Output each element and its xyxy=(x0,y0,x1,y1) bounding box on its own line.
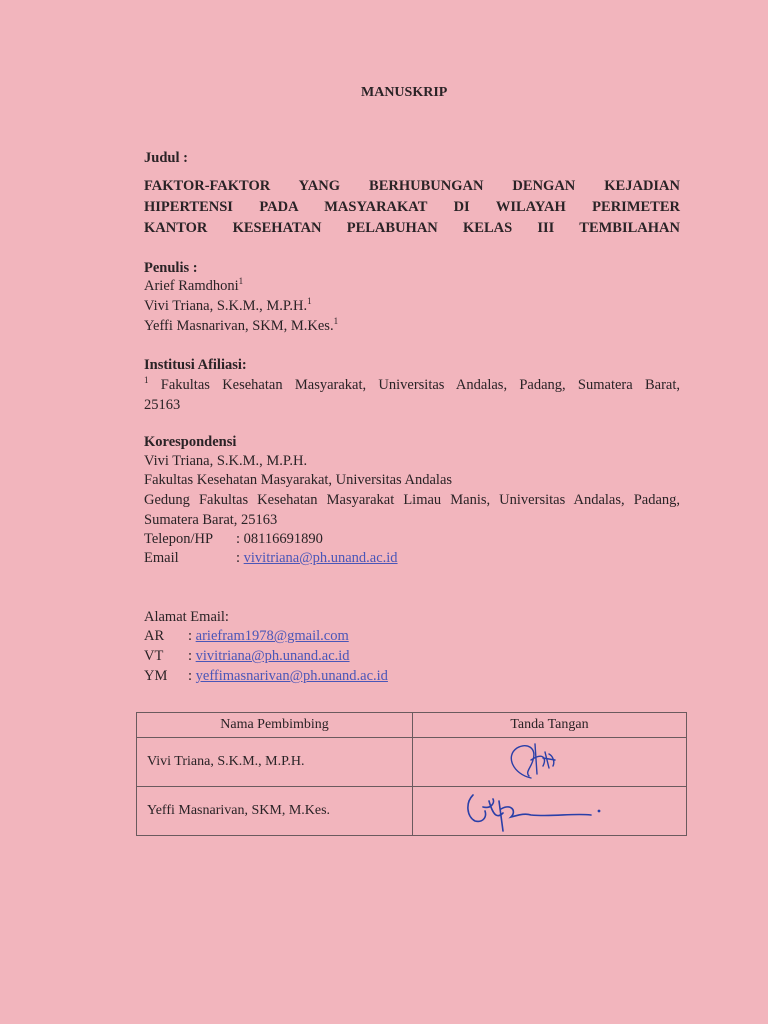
author-name: Yeffi Masnarivan, SKM, M.Kes. xyxy=(144,318,334,334)
institusi-line-2: 25163 xyxy=(144,397,181,413)
korespondensi-address-2: Sumatera Barat, 25163 xyxy=(144,512,278,528)
institusi-text: Fakultas Kesehatan Masyarakat, Universitas Andalas, Padang, Sumatera Barat, xyxy=(160,377,680,393)
table-row xyxy=(137,787,687,836)
signature-yeffi-icon xyxy=(413,787,688,839)
signature-cell xyxy=(413,738,687,787)
email-link[interactable]: vivitriana@ph.unand.ac.id xyxy=(243,550,398,566)
alamat-separator: : xyxy=(188,628,193,644)
title-line-2: HIPERTENSI PADA MASYARAKAT DI WILAYAH PERIMETER xyxy=(144,199,680,215)
alamat-row-ar xyxy=(144,628,349,645)
alamat-separator: : xyxy=(188,668,193,684)
penulis-label: Penulis : xyxy=(144,260,198,276)
korespondensi-label: Korespondensi xyxy=(144,434,237,450)
author-3 xyxy=(144,318,338,335)
phone-row xyxy=(144,531,323,548)
header-tanda-tangan: Tanda Tangan xyxy=(413,713,687,738)
signature-table xyxy=(136,712,687,836)
affiliation-sup: 1 xyxy=(144,375,149,385)
korespondensi-faculty: Fakultas Kesehatan Masyarakat, Universitas Andalas xyxy=(144,472,453,488)
alamat-separator: : xyxy=(188,648,193,664)
alamat-email-link[interactable]: ariefram1978@gmail.com xyxy=(195,628,349,644)
signature-vivi-icon xyxy=(413,738,688,786)
alamat-row-ym xyxy=(144,668,388,685)
alamat-code: AR xyxy=(144,628,165,644)
title-line-3: KANTOR KESEHATAN PELABUHAN KELAS III TEMBILAHAN xyxy=(144,220,680,236)
author-2 xyxy=(144,298,312,315)
korespondensi-name: Vivi Triana, S.K.M., M.P.H. xyxy=(144,453,308,469)
alamat-email-link[interactable]: vivitriana@ph.unand.ac.id xyxy=(195,648,350,664)
signature-cell xyxy=(413,787,687,836)
alamat-email-link[interactable]: yeffimasnarivan@ph.unand.ac.id xyxy=(195,668,388,684)
alamat-code: YM xyxy=(144,668,168,684)
email-label: Email xyxy=(144,550,179,566)
email-separator: : xyxy=(236,550,241,566)
affiliation-sup: 1 xyxy=(333,316,339,326)
alamat-code: VT xyxy=(144,648,164,664)
author-name: Vivi Triana, S.K.M., M.P.H. xyxy=(144,298,308,314)
table-header-row xyxy=(137,713,687,738)
alamat-row-vt xyxy=(144,648,350,665)
phone-value: : 08116691890 xyxy=(236,531,323,547)
author-name: Arief Ramdhoni xyxy=(144,278,239,294)
affiliation-sup: 1 xyxy=(238,276,244,286)
author-1 xyxy=(144,278,243,295)
affiliation-sup: 1 xyxy=(307,296,312,306)
judul-label: Judul : xyxy=(144,150,188,166)
korespondensi-address-1: Gedung Fakultas Kesehatan Masyarakat Limau Manis, Universitas Andalas, Padang, xyxy=(144,492,680,508)
email-row xyxy=(144,550,398,567)
institusi-line-1 xyxy=(144,377,680,394)
table-row xyxy=(137,738,687,787)
supervisor-name: Yeffi Masnarivan, SKM, M.Kes. xyxy=(137,787,413,836)
doc-title: MANUSKRIP xyxy=(361,85,448,100)
header-nama-pembimbing: Nama Pembimbing xyxy=(137,713,413,738)
alamat-label: Alamat Email: xyxy=(144,609,229,625)
supervisor-name: Vivi Triana, S.K.M., M.P.H. xyxy=(137,738,413,787)
institusi-label: Institusi Afiliasi: xyxy=(144,357,247,373)
phone-label: Telepon/HP xyxy=(144,531,214,547)
title-line-1: FAKTOR-FAKTOR YANG BERHUBUNGAN DENGAN KEJADIAN xyxy=(144,178,680,194)
